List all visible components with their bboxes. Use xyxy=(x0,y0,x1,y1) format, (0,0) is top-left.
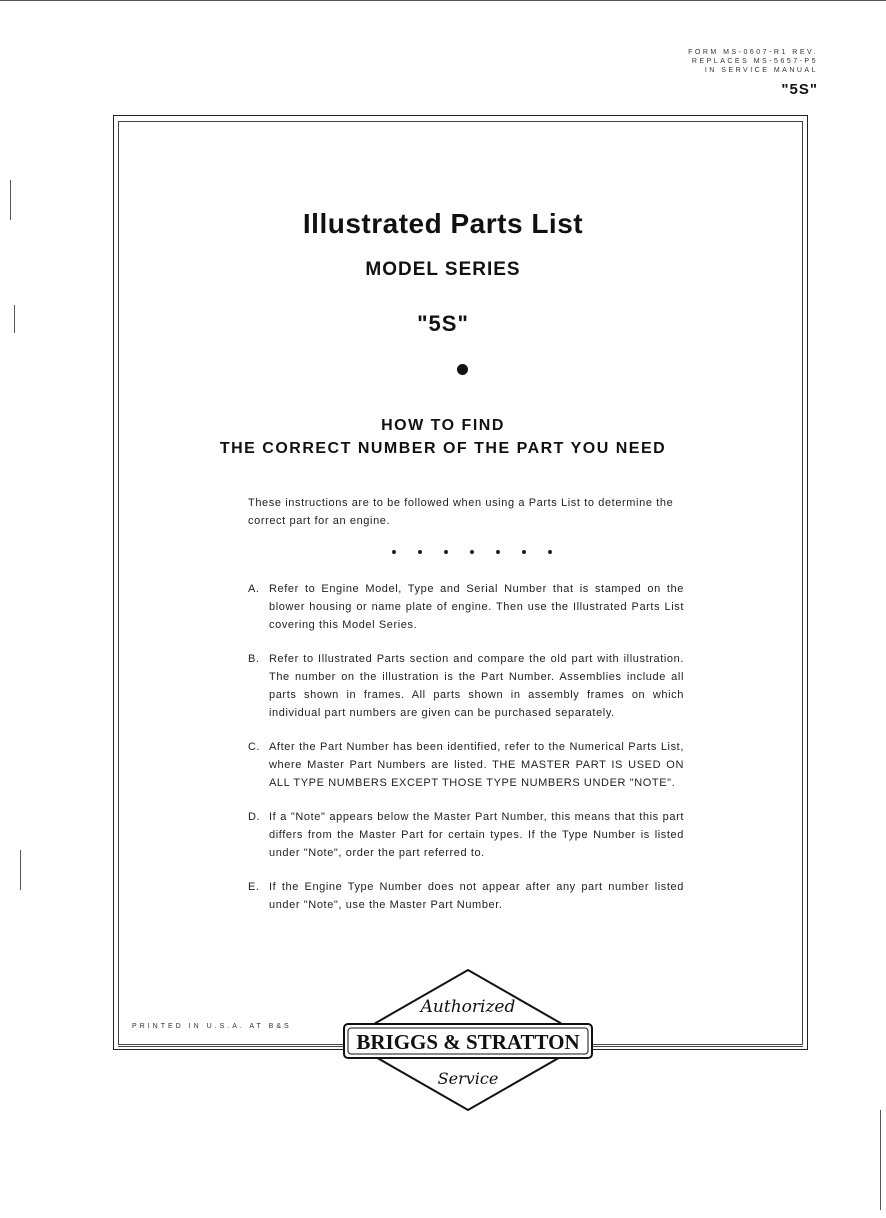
manual-reference: IN SERVICE MANUAL xyxy=(704,67,818,74)
instruction-item xyxy=(248,650,684,722)
instruction-text: Refer to Illustrated Parts section and compare the old part with illustration. The number on the illustration is the Part Number. Assemblies include all parts shown in frames. All parts shown in assembly frames on which individual part numbers are given can be purchased separately. xyxy=(269,653,684,719)
form-header xyxy=(688,48,818,101)
instruction-text: If the Engine Type Number does not appear after any part number listed under "Note", use the Master Part Number. xyxy=(269,881,684,911)
instruction-letter: C. xyxy=(248,741,261,753)
logo-bottom-script: Service xyxy=(437,1069,499,1088)
section-heading-line1: HOW TO FIND xyxy=(381,417,505,434)
divider-dot xyxy=(522,550,526,554)
replaces-number: REPLACES MS-5657-P5 xyxy=(691,58,818,65)
logo-brand: BRIGGS & STRATTON xyxy=(356,1030,580,1054)
instruction-letter: D. xyxy=(248,811,261,823)
section-heading xyxy=(0,414,886,460)
briggs-stratton-logo xyxy=(340,966,596,1114)
instruction-item xyxy=(248,808,684,862)
margin-mark xyxy=(14,305,15,333)
margin-mark xyxy=(10,180,11,220)
dotted-divider xyxy=(392,550,552,554)
margin-mark xyxy=(20,850,21,890)
instruction-text: Refer to Engine Model, Type and Serial Number that is stamped on the blower housing or name plate of engine. Then use the Illustrated Parts List covering this Model Series. xyxy=(269,583,684,631)
header-model-code: "5S" xyxy=(781,81,818,98)
divider-dot xyxy=(418,550,422,554)
form-number: FORM MS-0607-R1 REV. xyxy=(688,49,818,56)
instruction-item xyxy=(248,878,684,914)
printed-in-note: PRINTED IN U.S.A. AT B&S xyxy=(132,1023,292,1030)
divider-dot xyxy=(444,550,448,554)
instruction-text: After the Part Number has been identified, refer to the Numerical Parts List, where Master Part Numbers are listed. THE MASTER PART IS USED ON ALL TYPE NUMBERS EXCEPT THOSE TYPE NUMBERS UNDER "NOTE". xyxy=(269,741,684,789)
divider-dot xyxy=(470,550,474,554)
page-subtitle: MODEL SERIES xyxy=(365,259,521,280)
instruction-letter: B. xyxy=(248,653,260,665)
divider-dot xyxy=(496,550,500,554)
instruction-item xyxy=(248,738,684,792)
page-title: Illustrated Parts List xyxy=(302,208,584,239)
footer-rule-right xyxy=(592,1046,803,1047)
instruction-text: If a "Note" appears below the Master Part Number, this means that this part differs from the Master Part for certain types. If the Type Number is listed under "Note", order the part referred to. xyxy=(269,811,684,859)
intro-paragraph: These instructions are to be followed when using a Parts List to determine the correct part for an engine. xyxy=(248,497,674,527)
margin-mark xyxy=(880,1110,881,1210)
top-rule xyxy=(0,0,886,1)
model-code: "5S" xyxy=(417,311,469,336)
footer-rule-left xyxy=(118,1046,346,1047)
instruction-letter: E. xyxy=(248,881,260,893)
instruction-item xyxy=(248,580,684,634)
instruction-letter: A. xyxy=(248,583,260,595)
section-heading-line2: THE CORRECT NUMBER OF THE PART YOU NEED xyxy=(219,440,667,457)
instruction-list xyxy=(248,580,684,930)
divider-dot xyxy=(548,550,552,554)
divider-dot xyxy=(392,550,396,554)
logo-top-script: Authorized xyxy=(420,997,516,1017)
diamond-logo-icon xyxy=(340,966,596,1114)
bullet-divider xyxy=(457,364,468,375)
